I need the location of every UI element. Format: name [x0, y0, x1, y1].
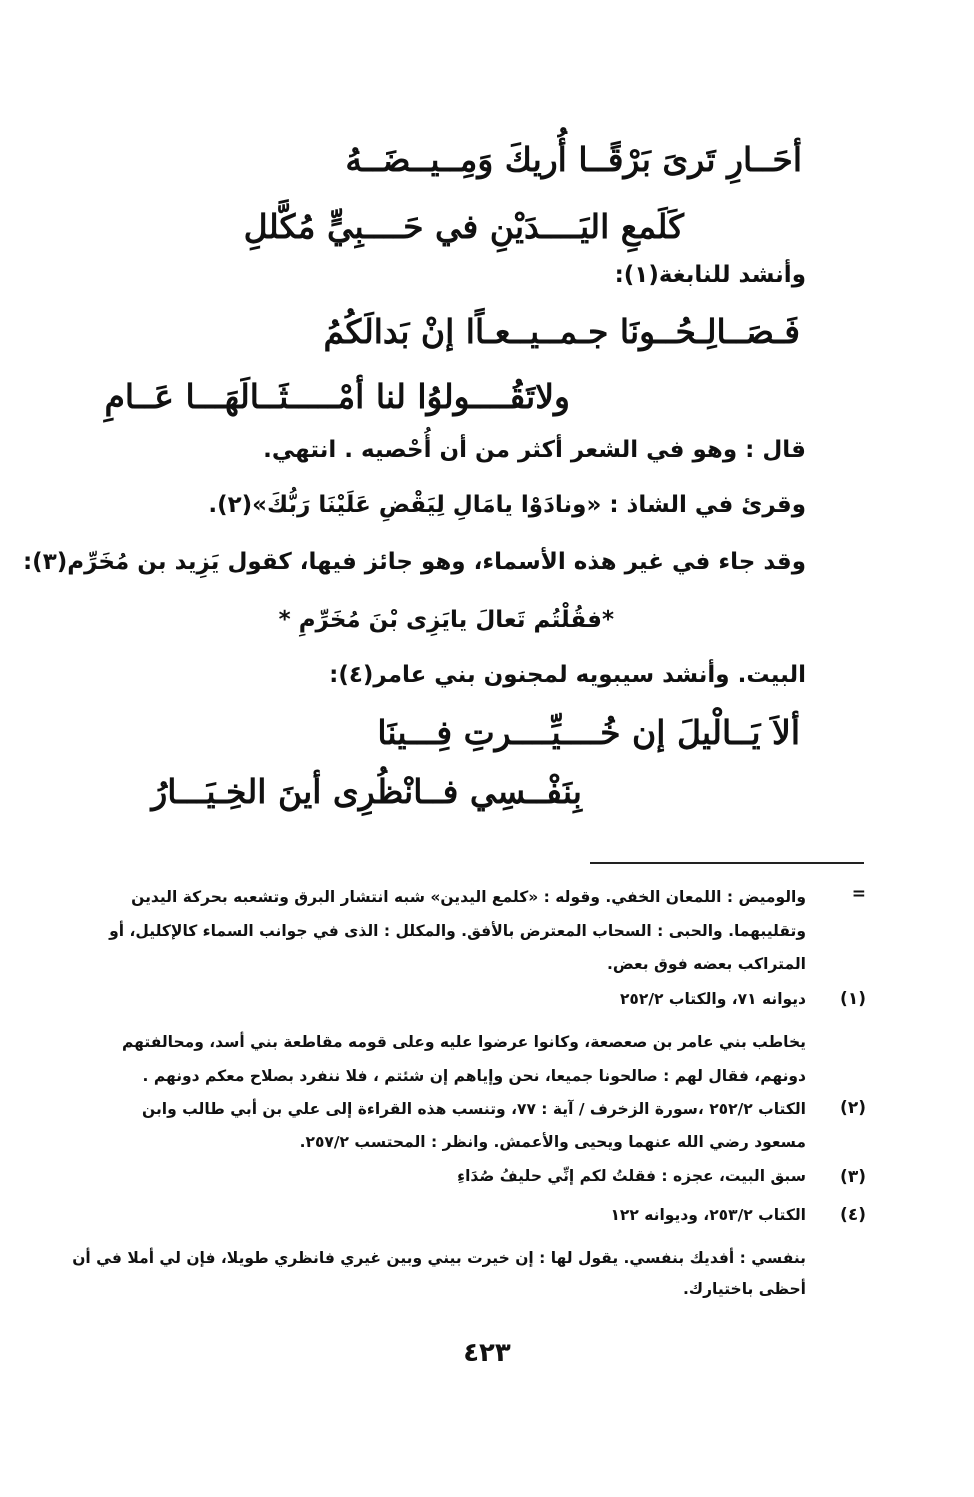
verse-line: ولاتَقُــــولوُا لنا أمْـــــثَــالَهَـــا عَــامِ: [104, 377, 570, 416]
footnote-marker: (١): [840, 989, 866, 1009]
footnote-line: بنفسي : أفديك بنفسي. يقول لها : إن خيرت بيني وبين غيري فانظري طويلا، فإن لي أملا في أن: [72, 1249, 806, 1267]
footnote-line: وتقليبهما. والحبى : السحاب المعترض بالأفق. والمكلل : الذى في جوانب السماء كالإكليل، أو: [109, 922, 806, 940]
footnote-line: دونهم، فقال لهم : صالحونا جميعا، نحن وإياهم إن شئتم ، فلا ننفرد بصلاح معكم دونهم .: [142, 1067, 806, 1085]
footnote-marker: =: [851, 884, 866, 904]
footnote-line: مسعود رضي الله عنهما ويحيى والأعمش. وانظر : المحتسب ٢٥٧/٢.: [299, 1133, 806, 1151]
footnote-line: والوميض : اللمعان الخفي. وقوله : «كلمع اليدين» شبه انتشار البرق وتشعبه بحركة اليدين: [131, 888, 806, 906]
footnote-marker: (٤): [840, 1205, 866, 1225]
verse-line: كَلَمعِ اليَــــدَيْنِ في حَــــبِيٍّ مُكَّللِ: [243, 207, 684, 246]
verse-line: فَـصَــالِـحُــونَا جـمــيــعـاًا إنْ بَدالَكُمُ: [323, 312, 800, 351]
prose-line: وقد جاء في غير هذه الأسماء، وهو جائز فيها، كقول يَزِيد بن مُخَرِّم(٣):: [22, 549, 806, 575]
prose-line: البيت. وأنشد سيبويه لمجنون بني عامر(٤):: [329, 662, 806, 688]
page-number: ٤٢٣: [463, 1338, 511, 1368]
footnote-line: المتراكب بعضه فوق بعض.: [607, 955, 806, 973]
footnote-line: ديوانه ٧١، والكتاب ٢٥٢/٢: [619, 990, 806, 1008]
footnote-marker: (٢): [840, 1098, 866, 1118]
footnote-separator: [590, 862, 864, 864]
verse-line: بِنَفْــسِي فــانْظُرِى أينَ الخِـيَـــارُ: [151, 772, 582, 811]
footnote-marker: (٣): [840, 1167, 866, 1187]
prose-line: قال : وهو في الشعر أكثر من أن أُحْصيه . انتهي.: [263, 437, 806, 463]
footnote-line: يخاطب بني عامر بن صعصعة، وكانوا عرضوا عليه وعلى قومه مقاطعة بني أسد، ومحالفتهم: [121, 1033, 806, 1051]
prose-line: *فقُلْتُم تَعالَ يايَزِى بْنَ مُخَرِّمِ *: [278, 607, 614, 633]
footnote-line: أحظى باختيارك.: [683, 1280, 806, 1298]
prose-line: وقرئ في الشاذ : «ونادَوْا يامَالِ لِيَقْضِ عَلَيْنَا رَبُّكَ»(٢).: [208, 492, 806, 518]
footnote-line: الكتاب ٢٥٢/٢ ،سورة الزخرف / آية : ٧٧، وتنسب هذه القراءة إلى علي بن أبي طالب وابن: [142, 1100, 806, 1118]
verse-line: ألاَ يَــالْيلَ إن خُــــيِّــــرتِ فِـــينَا: [377, 713, 800, 752]
footnote-line: سبق البيت، عجزه : فقلتُ لكم إنِّي حليفُ صُدَاءِ: [457, 1167, 806, 1185]
verse-line: أحَــارِ تَرىَ بَرْقًــا أُريكَ وَمِــيــضَــهُ: [345, 140, 802, 179]
footnote-line: الكتاب ٢٥٣/٢، وديوانه ١٢٢: [610, 1206, 806, 1224]
prose-line: وأنشد للنابغة(١):: [614, 262, 806, 288]
